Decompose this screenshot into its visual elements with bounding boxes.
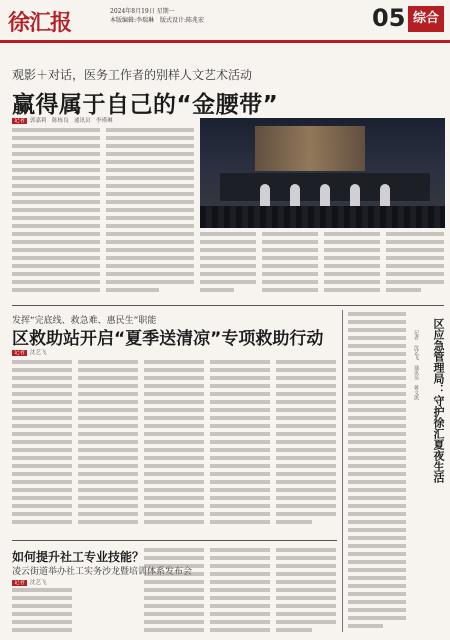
byline-tag: 记者 — [14, 350, 26, 356]
top-story-column-5 — [324, 232, 380, 298]
middle-story-column-4 — [210, 360, 270, 532]
bottom-story-subheadline: 凌云街道举办社工实务沙龙暨培训体系发布会 — [12, 567, 193, 577]
right-story-body — [348, 312, 406, 632]
top-story-column-2 — [106, 128, 194, 298]
section-label: 综合 — [408, 6, 444, 32]
top-story-headline: 赢得属于自己的“金腰带” — [12, 92, 279, 118]
newspaper-logo: 徐汇报 — [8, 10, 72, 36]
middle-story-column-3 — [144, 360, 204, 532]
panelist — [260, 184, 270, 206]
column-divider — [342, 310, 343, 632]
bottom-story-byline — [12, 578, 47, 586]
byline-names: 郭嘉莉 陈栋良 通讯员 李瑾琳 — [30, 118, 113, 124]
byline-tag: 记者 — [14, 580, 26, 586]
issue-date: 2024年8月19日 星期一 — [110, 8, 175, 15]
audience — [200, 206, 445, 228]
middle-story-column-1 — [12, 360, 72, 532]
event-photo — [200, 118, 445, 228]
section-divider — [12, 540, 337, 541]
masthead-info — [110, 7, 204, 25]
bottom-story-column-3 — [210, 548, 270, 636]
middle-story-column-5 — [276, 360, 336, 532]
bottom-story-column-4 — [276, 548, 336, 636]
right-story-byline: 记者 沈艺飞 通讯员 蒋文凯 — [413, 330, 419, 400]
panelist — [380, 184, 390, 206]
masthead-rule — [0, 40, 450, 43]
section-divider — [12, 305, 444, 306]
panelist — [290, 184, 300, 206]
panelist — [320, 184, 330, 206]
middle-story-byline — [12, 348, 47, 356]
bottom-story-headline: 如何提升社工专业技能？ — [12, 550, 145, 564]
top-story-kicker: 观影＋对话，医务工作者的别样人文艺术活动 — [12, 68, 253, 82]
page-number: 05 — [372, 4, 406, 32]
bottom-story-column-2 — [144, 548, 204, 636]
editor-credit: 本版编辑:李瑞琳 版式设计:陈兆宏 — [110, 17, 205, 24]
top-story-column-3 — [200, 232, 256, 298]
bottom-story-column-1 — [12, 588, 72, 636]
top-story-column-6 — [386, 232, 444, 298]
top-story-byline — [12, 116, 113, 124]
byline-tag: 记者 — [14, 118, 26, 124]
middle-story-headline: 区救助站开启“夏季送清凉”专项救助行动 — [12, 329, 324, 349]
top-story-column-1 — [12, 128, 100, 298]
middle-story-column-2 — [78, 360, 138, 532]
projection-screen — [255, 126, 365, 171]
right-story-headline: 区应急管理局：守护徐汇夏夜生活 — [432, 318, 445, 483]
byline-names: 沈艺飞 — [30, 350, 47, 356]
middle-story-kicker: 发挥“完底线、救急难、惠民生”职能 — [12, 316, 157, 326]
panelist — [350, 184, 360, 206]
top-story-column-4 — [262, 232, 318, 298]
byline-names: 沈艺飞 — [30, 580, 47, 586]
